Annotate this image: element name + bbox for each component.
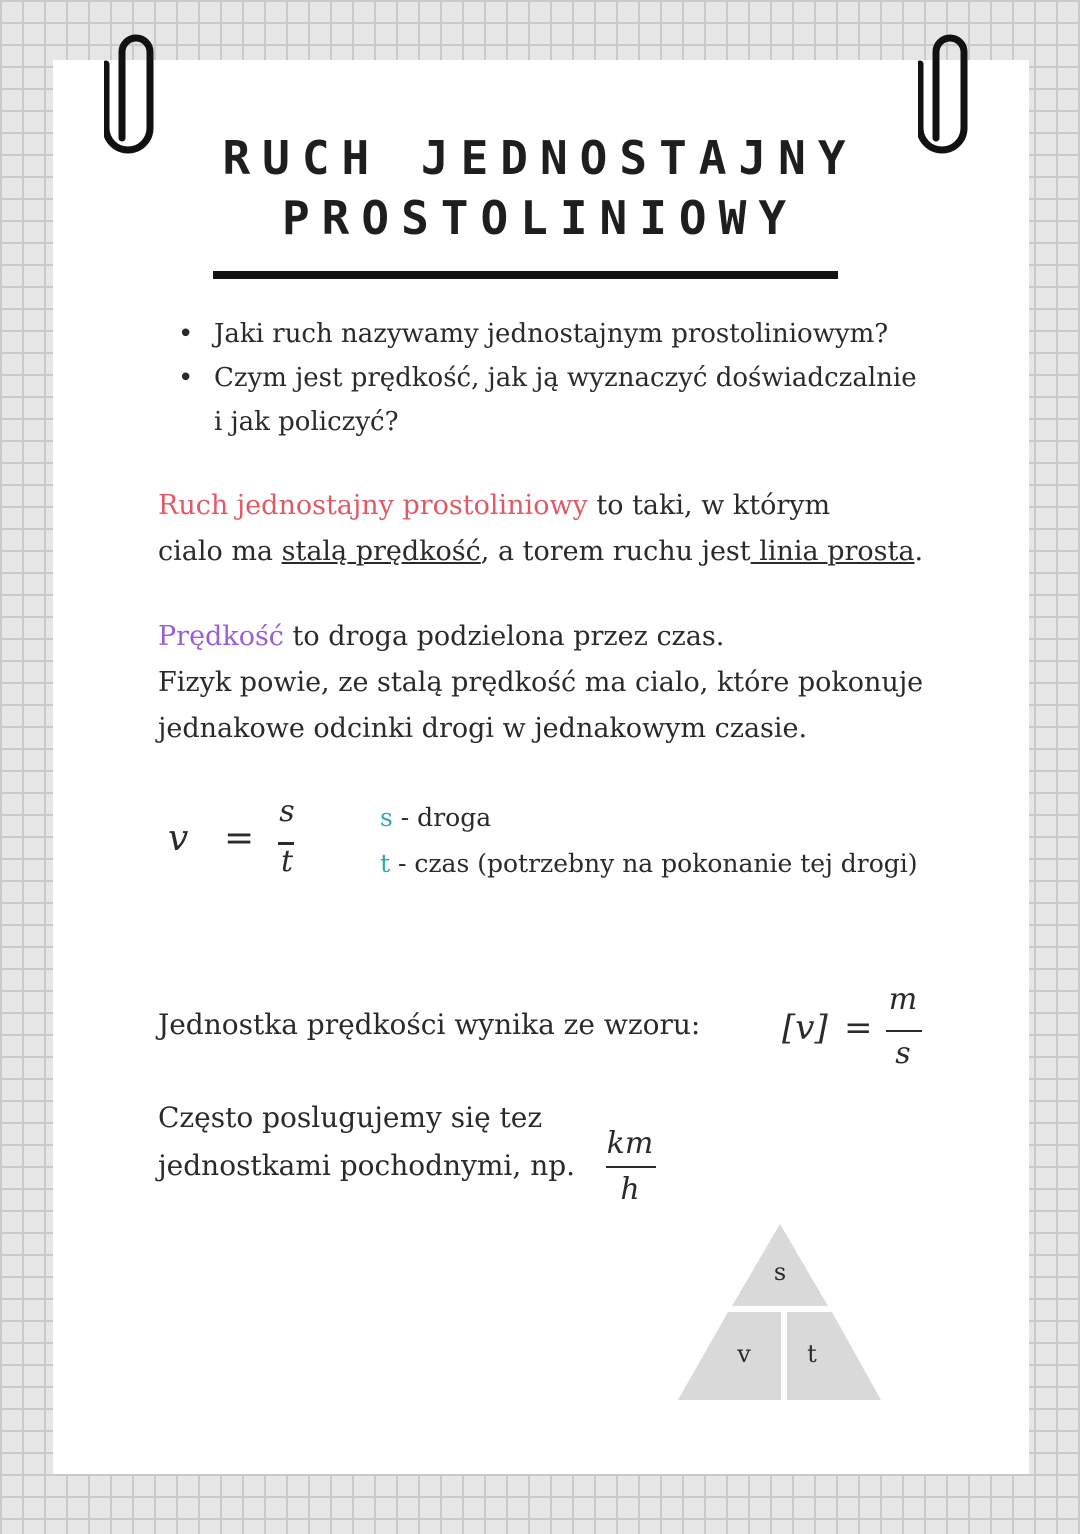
question-text-cont: i jak policzyć? [214,407,399,437]
triangle-label-t: t [807,1340,817,1368]
kmh-denominator: h [620,1172,640,1207]
definition-paragraph [158,483,978,575]
legend-row-t [380,841,918,887]
unit-text: Jednostka prędkości wynika ze wzoru: [158,1008,701,1041]
velocity-formula [168,794,318,890]
legend-symbol-s: s [380,803,393,832]
definition-text: cialo ma [158,536,282,567]
question-item [178,356,958,444]
velocity-text: to droga podzielona przez czas. [283,621,725,652]
legend-symbol-t: t [380,849,391,878]
question-list [178,312,958,444]
kmh-fraction [600,1126,660,1216]
formula-numerator: s [279,794,295,829]
velocity-term: Prędkość [158,621,284,652]
unit-formula [782,982,942,1082]
definition-term: Ruch jednostajny prostoliniowy [158,490,588,521]
fraction-bar [886,1030,922,1032]
formula-denominator: t [280,844,294,879]
title-line-1: RUCH JEDNOSTAJNY [222,131,858,185]
unit-lhs: [v] [782,1008,828,1048]
fraction-bar [606,1166,656,1168]
legend-desc-t: - czas (potrzebny na pokonanie tej drogi) [390,849,918,878]
question-item [178,312,958,356]
unit-equals: = [844,1008,873,1048]
formula-legend [380,795,918,887]
straight-line-underlined: linia prosta [750,536,915,567]
bullet-dot: • [178,363,194,393]
legend-desc-s: - droga [392,803,492,832]
unit-denominator: s [895,1036,911,1071]
formula-lhs: v [168,818,189,859]
velocity-paragraph [158,614,978,752]
velocity-text: jednakowe odcinki drogi w jednakowym czasie. [158,713,808,744]
unit-numerator: m [888,982,918,1017]
title-underline [213,271,838,279]
velocity-text: Fizyk powie, ze stalą prędkość ma cialo, które pokonuje [158,667,924,698]
question-text: Jaki ruch nazywamy jednostajnym prostoliniowym? [214,319,889,349]
definition-end: . [914,536,924,567]
triangle-label-v: v [737,1340,751,1368]
title-line-2: PROSTOLINIOWY [281,191,799,245]
constant-speed-underlined: stalą prędkość [281,536,481,567]
definition-text: , a torem ruchu jest [480,536,751,567]
derived-line-2: jednostkami pochodnymi, np. [158,1149,576,1182]
page-title [0,128,1080,248]
formula-equals: = [224,818,255,859]
derived-units-text [158,1094,575,1190]
question-text: Czym jest prędkość, jak ją wyznaczyć doświadczalnie [214,363,917,393]
triangle-right-section [787,1312,881,1400]
bullet-dot: • [178,319,194,349]
legend-row-s [380,795,918,841]
svt-triangle [670,1220,890,1410]
kmh-numerator: km [606,1126,654,1161]
triangle-left-section [678,1312,781,1400]
definition-text: to taki, w którym [587,490,831,521]
triangle-label-s: s [773,1258,787,1286]
derived-line-1: Często poslugujemy się tez [158,1101,543,1134]
